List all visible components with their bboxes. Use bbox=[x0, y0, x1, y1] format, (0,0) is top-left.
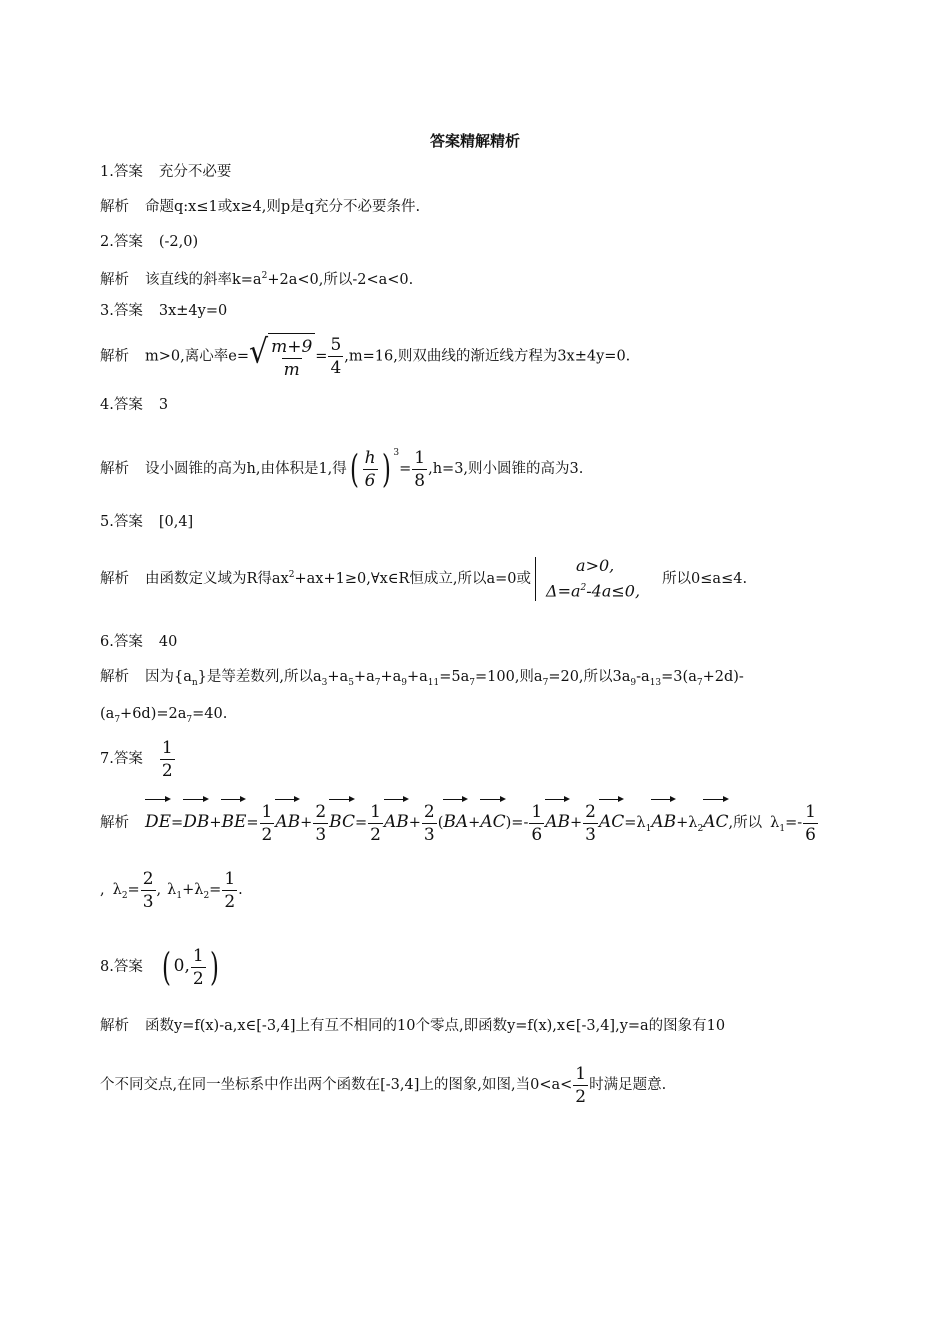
math-text: + bbox=[676, 815, 689, 831]
answer-label: 7.答案 bbox=[100, 751, 143, 767]
fraction-numerator: 1 bbox=[192, 945, 204, 966]
fraction-numerator: h bbox=[364, 447, 376, 468]
fraction-denominator: 3 bbox=[142, 891, 154, 912]
answer-label: 5.答案 bbox=[100, 514, 143, 530]
fraction-denominator: m bbox=[283, 359, 300, 380]
math-text: = bbox=[511, 815, 524, 831]
analysis-text: 个不同交点,在同一坐标系中作出两个函数在[-3,4]上的图象,如图,当0<a< bbox=[100, 1077, 573, 1093]
subscript: 7 bbox=[696, 677, 703, 688]
analysis-label: 解析 bbox=[100, 461, 129, 477]
vector-ab: AB bbox=[384, 796, 409, 844]
subscript: 7 bbox=[469, 677, 475, 688]
answer-value: (-2,0) bbox=[158, 234, 199, 250]
answer-7 bbox=[100, 737, 176, 781]
analysis-text: m>0,离心率e= bbox=[145, 348, 249, 365]
math-text: +a bbox=[327, 669, 349, 685]
fraction bbox=[368, 802, 383, 845]
fraction-denominator: 6 bbox=[531, 824, 543, 845]
fraction-numerator: 1 bbox=[531, 801, 543, 822]
fraction bbox=[191, 946, 206, 989]
page-title: 答案精解精析 bbox=[429, 132, 520, 150]
fraction-denominator: 2 bbox=[261, 824, 273, 845]
analysis-text: 函数y=f(x)-a,x∈[-3,4]上有互不相同的10个零点,即函数y=f(x),x∈[-3,4],y=a的图象有10 bbox=[145, 1018, 726, 1034]
analysis-text: 由函数定义域为R得ax bbox=[145, 570, 289, 587]
fraction-numerator: 1 bbox=[224, 868, 236, 889]
answer-label: 8.答案 bbox=[100, 959, 143, 975]
answer-6 bbox=[100, 632, 177, 652]
math-text: =20,所以3a bbox=[548, 669, 631, 685]
fraction bbox=[260, 802, 275, 845]
math-text: =100,则a bbox=[475, 669, 543, 685]
answer-label: 1.答案 bbox=[100, 164, 143, 180]
fraction bbox=[328, 335, 343, 378]
analysis-6-cont bbox=[100, 704, 227, 730]
math-text: - bbox=[797, 815, 803, 831]
analysis-text: +2a<0,所以-2<a<0. bbox=[267, 271, 414, 288]
math-text: , bbox=[156, 882, 162, 898]
math-text: -a bbox=[636, 669, 650, 685]
analysis-text: 命题q:x≤1或x≥4,则p是q充分不必要条件. bbox=[145, 199, 421, 215]
fraction-numerator: 1 bbox=[161, 737, 173, 758]
subscript: 7 bbox=[374, 677, 381, 688]
fraction bbox=[573, 1064, 588, 1107]
math-text: +a bbox=[353, 669, 375, 685]
analysis-text: +ax+1≥0,∀x∈R恒成立,所以a=0或 bbox=[294, 570, 532, 587]
subscript: 9 bbox=[401, 677, 407, 688]
subscript: 13 bbox=[649, 677, 662, 688]
answer-1 bbox=[100, 162, 231, 182]
answer-3 bbox=[100, 301, 227, 321]
math-text: ( bbox=[437, 815, 444, 831]
fraction-numerator: m+9 bbox=[271, 336, 313, 357]
analysis-label: 解析 bbox=[100, 348, 129, 365]
fraction bbox=[269, 337, 314, 380]
math-text: =3(a bbox=[661, 669, 697, 685]
math-text: , bbox=[100, 882, 105, 898]
math-text: + bbox=[569, 815, 583, 831]
math-text: λ bbox=[688, 815, 698, 831]
vector-ab: AB bbox=[545, 796, 570, 844]
analysis-7 bbox=[100, 796, 819, 851]
math-text bbox=[535, 557, 546, 601]
analysis-8 bbox=[100, 1016, 725, 1036]
subscript: 5 bbox=[348, 677, 354, 688]
subscript: 3 bbox=[321, 677, 328, 688]
fraction bbox=[412, 448, 427, 491]
answer-label: 4.答案 bbox=[100, 397, 143, 413]
math-text: = bbox=[171, 815, 184, 831]
fraction-numerator: 2 bbox=[315, 801, 327, 822]
fraction-denominator: 3 bbox=[315, 824, 327, 845]
analysis-label: 解析 bbox=[100, 815, 129, 831]
math-text: Δ=a bbox=[546, 581, 581, 601]
fraction-numerator: 1 bbox=[414, 447, 426, 468]
answer-8 bbox=[100, 942, 222, 991]
math-text: 0, bbox=[173, 956, 190, 976]
fraction-numerator: 1 bbox=[370, 801, 381, 822]
math-text: = bbox=[127, 882, 140, 898]
analysis-text: 该直线的斜率k=a bbox=[145, 271, 262, 288]
analysis-2 bbox=[100, 266, 413, 290]
fraction-denominator: 2 bbox=[575, 1086, 587, 1107]
math-text: 因为{a bbox=[145, 669, 192, 685]
fraction-denominator: 2 bbox=[161, 760, 173, 781]
fraction-denominator: 8 bbox=[414, 470, 426, 491]
answer-5 bbox=[100, 512, 193, 532]
subscript: 7 bbox=[542, 677, 549, 688]
answer-label: 2.答案 bbox=[100, 234, 143, 250]
math-text: + bbox=[468, 815, 481, 831]
subscript: 7 bbox=[186, 714, 193, 725]
math-text: (a bbox=[100, 706, 115, 722]
math-text: +a bbox=[380, 669, 402, 685]
subscript: 1 bbox=[779, 823, 786, 834]
math-text: + bbox=[300, 815, 313, 831]
math-text: +6d)=2a bbox=[120, 706, 187, 722]
subscript: 2 bbox=[121, 890, 128, 901]
fraction bbox=[803, 802, 818, 845]
vector-ab: AB bbox=[275, 796, 300, 844]
answer-value: [0,4] bbox=[158, 514, 194, 530]
math-text: √ bbox=[248, 332, 269, 372]
math-text: - bbox=[523, 815, 529, 831]
answer-value: 3x±4y=0 bbox=[158, 303, 228, 319]
fraction bbox=[529, 802, 544, 845]
math-text: = bbox=[209, 882, 222, 898]
analysis-6 bbox=[100, 667, 744, 693]
vector-ba: BA bbox=[443, 796, 468, 844]
analysis-text: ,h=3,则小圆锥的高为3. bbox=[428, 461, 584, 477]
fraction-numerator: 2 bbox=[142, 868, 154, 889]
math-text: ,所以 bbox=[728, 815, 763, 831]
fraction-numerator: 5 bbox=[330, 335, 342, 355]
fraction-numerator: 2 bbox=[585, 801, 596, 822]
analysis-7-cont bbox=[100, 868, 243, 918]
subscript: 11 bbox=[427, 677, 440, 688]
fraction bbox=[422, 802, 437, 845]
answer-value bbox=[160, 738, 175, 781]
answer-label: 6.答案 bbox=[100, 634, 143, 650]
parenthesis: ) bbox=[209, 945, 219, 989]
case-system bbox=[531, 555, 640, 602]
math-text: λ bbox=[636, 815, 646, 831]
analysis-label: 解析 bbox=[100, 271, 129, 288]
vector-de: DE bbox=[145, 796, 171, 844]
subscript: 2 bbox=[203, 890, 210, 901]
math-text bbox=[546, 555, 640, 602]
math-text: λ bbox=[167, 882, 177, 898]
answer-4 bbox=[100, 395, 168, 415]
math-text: = bbox=[785, 815, 798, 831]
subscript: 2 bbox=[697, 823, 704, 834]
equals: = bbox=[315, 348, 328, 365]
vector-ac: AC bbox=[480, 796, 505, 844]
vector-db: DB bbox=[183, 796, 209, 844]
parenthesis: ( bbox=[161, 945, 171, 989]
math-text: λ bbox=[194, 882, 204, 898]
fraction-denominator: 3 bbox=[585, 824, 596, 845]
fraction-numerator: 2 bbox=[423, 801, 435, 822]
case-line: a>0, bbox=[576, 556, 615, 576]
analysis-label: 解析 bbox=[100, 1018, 129, 1034]
fraction bbox=[583, 802, 598, 845]
fraction-numerator: 1 bbox=[261, 801, 273, 822]
analysis-1 bbox=[100, 197, 420, 217]
fraction-denominator: 2 bbox=[224, 891, 236, 912]
math-text: =40. bbox=[192, 706, 228, 722]
sqrt-expression bbox=[249, 333, 315, 380]
analysis-text: 设小圆锥的高为h,由体积是1,得 bbox=[145, 461, 347, 477]
math-text: = bbox=[246, 815, 259, 831]
case-line bbox=[546, 577, 640, 602]
analysis-4 bbox=[100, 430, 583, 492]
analysis-text: ,m=16,则双曲线的渐近线方程为3x±4y=0. bbox=[344, 348, 631, 365]
fraction bbox=[141, 869, 156, 912]
math-text: + bbox=[408, 815, 421, 831]
fraction bbox=[313, 802, 328, 845]
exponent: 3 bbox=[393, 448, 400, 458]
fraction-denominator: 2 bbox=[370, 824, 381, 845]
math-text: λ bbox=[112, 882, 122, 898]
answer-2 bbox=[100, 232, 198, 252]
fraction-denominator: 6 bbox=[805, 824, 816, 845]
math-text: = bbox=[624, 815, 637, 831]
analysis-label: 解析 bbox=[100, 570, 129, 587]
answer-value: 40 bbox=[158, 634, 178, 650]
analysis-text: 所以0≤a≤4. bbox=[662, 570, 748, 587]
subscript: 1 bbox=[176, 890, 183, 901]
math-text: = bbox=[354, 815, 368, 831]
fraction-denominator: 6 bbox=[364, 470, 376, 491]
answer-value: 3 bbox=[158, 397, 169, 413]
vector-bc: BC bbox=[329, 796, 355, 844]
vector-ac: AC bbox=[703, 796, 728, 844]
math-text: -4a≤0, bbox=[586, 581, 641, 601]
equals: = bbox=[399, 461, 412, 477]
math-text: . bbox=[238, 882, 243, 898]
vector-be: BE bbox=[221, 796, 246, 844]
fraction-numerator: 1 bbox=[805, 801, 816, 822]
analysis-label: 解析 bbox=[100, 199, 129, 215]
subscript: 7 bbox=[114, 714, 121, 725]
answer-value: 充分不必要 bbox=[158, 164, 232, 180]
fraction-denominator: 4 bbox=[330, 358, 342, 378]
math-text: + bbox=[182, 882, 195, 898]
answer-label: 3.答案 bbox=[100, 303, 143, 319]
analysis-8-cont bbox=[100, 1063, 666, 1107]
math-text: }是等差数列,所以a bbox=[197, 669, 322, 685]
math-text: =5a bbox=[439, 669, 470, 685]
vector-ab: AB bbox=[651, 796, 676, 844]
exponent: 2 bbox=[288, 570, 295, 580]
math-text: λ bbox=[770, 815, 780, 831]
subscript: 1 bbox=[645, 823, 652, 834]
analysis-5 bbox=[100, 551, 747, 603]
analysis-3 bbox=[100, 333, 630, 380]
math-text: +a bbox=[406, 669, 428, 685]
superscript: 2 bbox=[580, 583, 587, 594]
subscript: n bbox=[191, 677, 198, 688]
vector-ac: AC bbox=[599, 796, 624, 844]
fraction-denominator: 2 bbox=[192, 968, 204, 989]
subscript: 9 bbox=[630, 677, 637, 688]
fraction bbox=[363, 448, 378, 491]
analysis-text: 时满足题意. bbox=[589, 1077, 667, 1093]
fraction-numerator: 1 bbox=[575, 1063, 587, 1084]
fraction bbox=[222, 869, 237, 912]
math-text: + bbox=[209, 815, 222, 831]
math-text: ) bbox=[505, 815, 512, 831]
math-text: +2d)- bbox=[702, 669, 744, 685]
analysis-label: 解析 bbox=[100, 669, 129, 685]
fraction-denominator: 3 bbox=[423, 824, 435, 845]
parenthesis: ) bbox=[381, 447, 391, 491]
math-text bbox=[268, 333, 315, 380]
parenthesis: ( bbox=[349, 447, 359, 491]
exponent: 2 bbox=[261, 271, 268, 281]
